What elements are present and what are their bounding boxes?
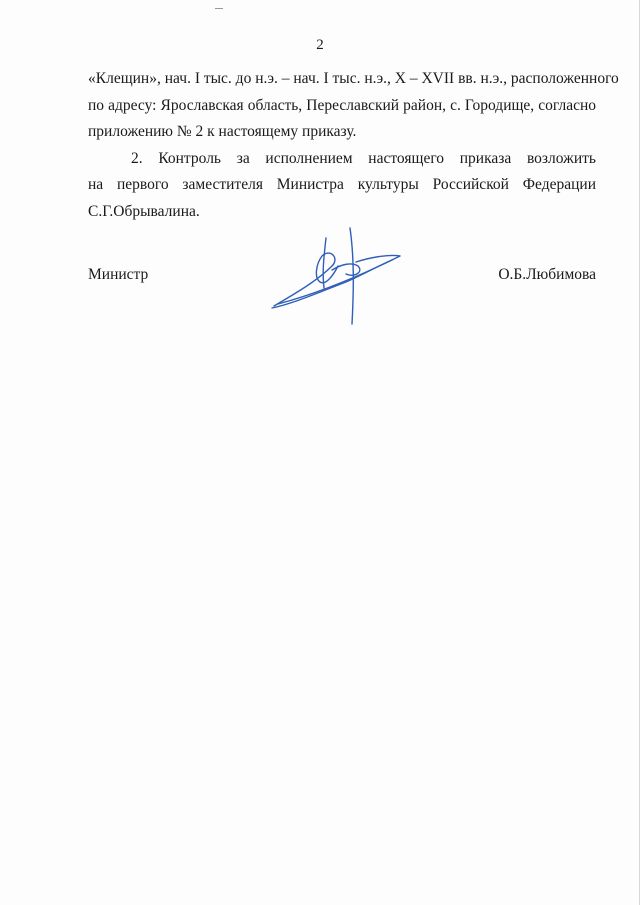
- page-number: 2: [316, 37, 324, 53]
- paragraph-2-line-2: на первого заместителя Министра культуры Российской Федерации: [88, 176, 596, 193]
- paragraph-1-line-2: по адресу: Ярославская область, Переславский район, с. Городище, согласно: [88, 96, 596, 114]
- handwritten-signature: [268, 226, 408, 326]
- position-title: Министр: [88, 266, 149, 283]
- paragraph-2-line-3: С.Г.Обрывалина.: [88, 202, 200, 220]
- paragraph-1-line-3: приложению № 2 к настоящему приказу.: [88, 123, 357, 140]
- paragraph-1-line-1: «Клещин», нач. I тыс. до н.э. – нач. I тыс. н.э., X – XVII вв. н.э., расположенного: [88, 70, 619, 87]
- paragraph-2: [88, 146, 596, 226]
- paragraph-1: [88, 66, 619, 146]
- signer-name: О.Б.Любимова: [498, 266, 596, 283]
- scan-artifact: [215, 8, 223, 9]
- paragraph-2-line-1: 2. Контроль за исполнением настоящего приказа возложить: [131, 149, 596, 167]
- document-body: [88, 66, 619, 225]
